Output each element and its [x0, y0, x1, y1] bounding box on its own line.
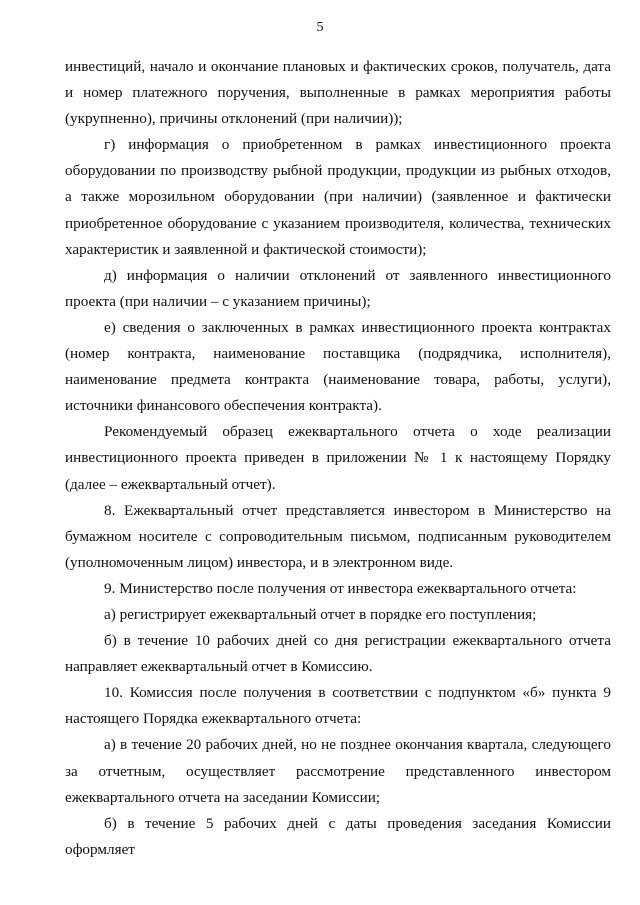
paragraph-10-item-a: а) в течение 20 рабочих дней, но не позднее окончания квартала, следующего за отчетным, осуществляет рассмотрение представленного инвестором ежеквартального отчета на заседании Комиссии;	[65, 736, 611, 806]
paragraph-item-e-contracts: е) сведения о заключенных в рамках инвестиционного проекта контрактах (номер контракта, наименование поставщика (подрядчика, исполнителя), наименование предмета контракта (наименование товара, работы, услуги), источники финансового обеспечения контракта).	[65, 318, 611, 415]
document-body	[65, 54, 611, 863]
paragraph-10-item-b: б) в течение 5 рабочих дней с даты проведения заседания Комиссии оформляет	[65, 814, 611, 858]
page-number: 5	[316, 20, 324, 35]
paragraph-recommended-sample: Рекомендуемый образец ежеквартального отчета о ходе реализации инвестиционного проекта приведен в приложении № 1 к настоящему Порядку (далее – ежеквартальный отчет).	[65, 423, 611, 493]
paragraph-item-d-deviations: д) информация о наличии отклонений от заявленного инвестиционного проекта (при наличии – с указанием причины);	[65, 266, 611, 310]
paragraph-8-report-submission: 8. Ежеквартальный отчет представляется инвестором в Министерство на бумажном носителе с сопроводительным письмом, подписанным руководителем (уполномоченным лицом) инвестора, и в электронном виде.	[65, 501, 611, 571]
paragraph-item-g-equipment: г) информация о приобретенном в рамках инвестиционного проекта оборудовании по производству рыбной продукции, продукции из рыбных отходов, а также морозильном оборудовании (при наличии) (заявленное и фактически приобретенное оборудование с указанием производителя, количества, технических характеристик и заявленной и фактической стоимости);	[65, 136, 611, 258]
paragraph-10-commission: 10. Комиссия после получения в соответствии с подпунктом «б» пункта 9 настоящего Порядка ежеквартального отчета:	[65, 684, 611, 728]
paragraph-9-item-a: а) регистрирует ежеквартальный отчет в порядке его поступления;	[104, 605, 537, 623]
paragraph-9-ministry: 9. Министерство после получения от инвестора ежеквартального отчета:	[104, 579, 577, 597]
paragraph-9-item-b: б) в течение 10 рабочих дней со дня регистрации ежеквартального отчета направляет ежеквартальный отчет в Комиссию.	[65, 632, 611, 676]
paragraph-investments-continuation: инвестиций, начало и окончание плановых и фактических сроков, получатель, дата и номер платежного поручения, выполненные в рамках мероприятия работы (укрупненно), причины отклонений (при наличии));	[65, 58, 611, 128]
